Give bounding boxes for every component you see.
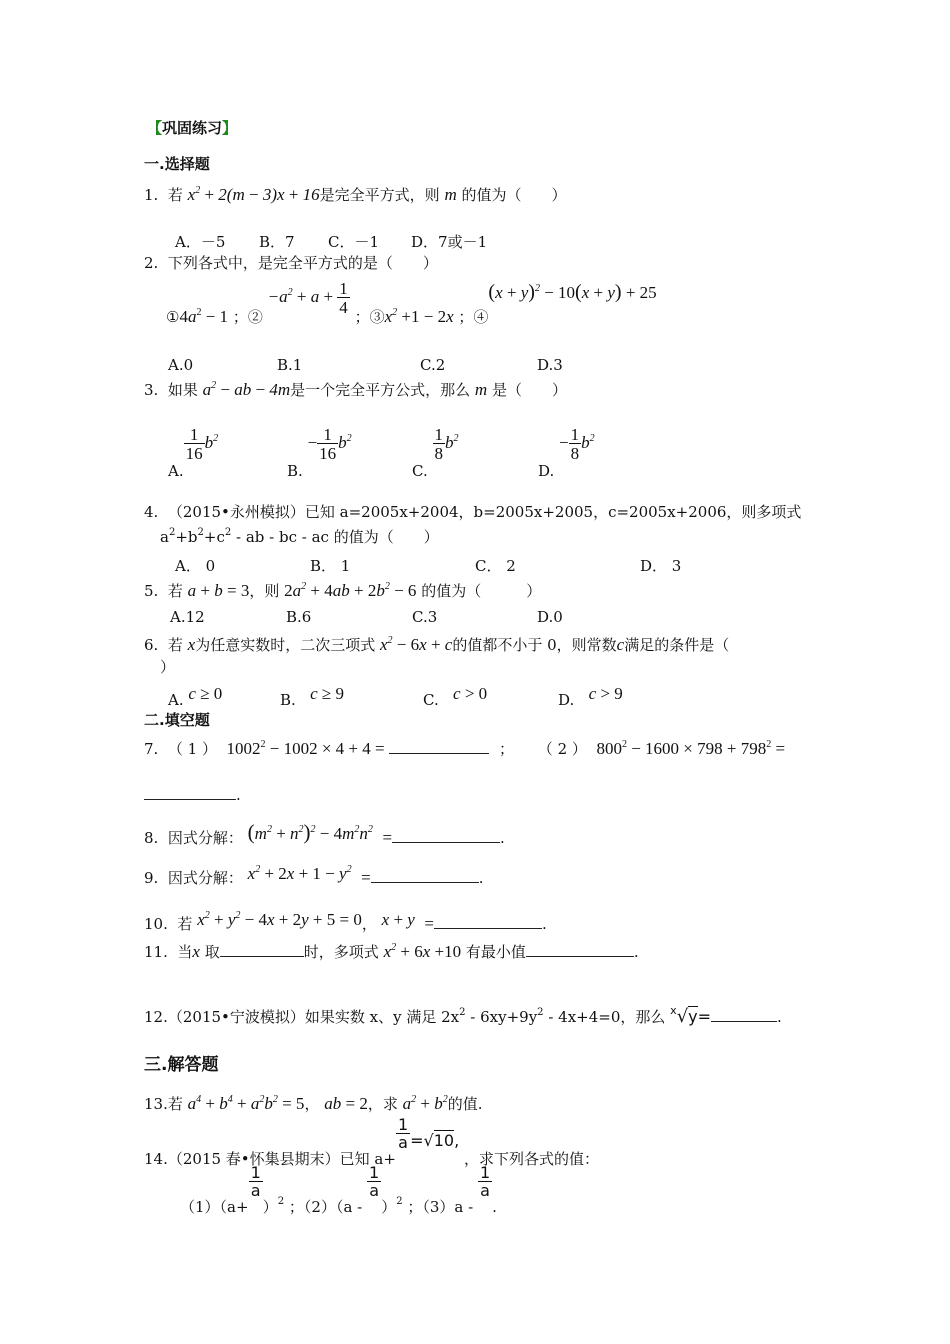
q4-line2: $a^2+b^2+c^2$ - ab - bc - ac 的值为（ ）: [160, 527, 439, 546]
q1-option-d: D．7或－1: [411, 233, 488, 251]
q12-blank[interactable]: [711, 1021, 777, 1022]
q1-number: 1.: [144, 186, 159, 204]
q3-expression: $a^2$ − ab − 4m: [202, 380, 291, 399]
q5-option-d: D.0: [537, 608, 563, 626]
q7-line2: .: [144, 788, 241, 803]
q8-blank[interactable]: [392, 842, 500, 843]
question-10: 10. 若 $x^2 + y^2 - 4x + 2y + 5 = 0$， x + y = .: [144, 910, 547, 933]
q2-option-d: D.3: [537, 356, 563, 374]
q3-option-b: B. − $\frac{1}{16}$ $b^2$: [287, 425, 352, 480]
question-13: 13.若 $a^4 + b^4 + a^2b^2 = 5$， ab = 2，求 $a^2 + b^2$的值.: [144, 1094, 483, 1113]
q2-text: 下列各式中，是完全平方式的是（ ）: [167, 254, 438, 272]
q1-post: 的值为（ ）: [461, 186, 567, 204]
q2-number: 2.: [144, 254, 159, 272]
q6-close: ）: [160, 658, 176, 676]
q3-number: 3.: [144, 381, 159, 399]
q4-option-b: B． 1: [310, 557, 351, 575]
q4-number: 4.: [144, 503, 159, 521]
question-2: [144, 256, 438, 271]
q1-expression: $x^2 + 2(m - 3)x + 16$: [187, 185, 320, 204]
q5-option-b: B.6: [286, 608, 312, 626]
q14-subquestions: （1）（a+ $\frac{1}{a}$ ）$^2$ ；（2）（a - $\frac{1}{a}$ ）$^2$ ；（3）a - $\frac{1}{a}$ .: [180, 1163, 497, 1216]
q3-pre: 如果: [167, 381, 198, 399]
question-12: 12.（2015•宁波模拟）如果实数 x、y 满足 $2x^2 - 6xy+9y^2 - 4x+4=0$，那么 $^x$√y= .: [144, 1004, 782, 1027]
q6-option-d: D. c > 9: [558, 684, 623, 709]
q12-root-expression: $^x$√y=: [670, 1004, 712, 1027]
section-title-fill: 二.填空题: [144, 711, 210, 729]
q2-option-a: A.0: [168, 356, 194, 374]
q3-post: 是（ ）: [491, 381, 567, 399]
q4-option-c: C． 2: [475, 557, 516, 575]
q4-option-d: D． 3: [640, 557, 682, 575]
q2-option-b: B.1: [277, 356, 303, 374]
section-title-choice: 一.选择题: [144, 155, 210, 173]
q3-option-a: A. $\frac{1}{16}$ $b^2$: [168, 425, 219, 480]
q1-option-c: C．－1: [328, 233, 380, 251]
section-header-consolidation: [147, 121, 237, 136]
q1-mid: 是完全平方式，则: [319, 186, 440, 204]
q6-option-b: B. c ≥ 9: [280, 684, 344, 709]
q2-expressions: $①4a^2 - 1$ ；② $-a^2 + a$ + $\frac{1}{4}$ ；$③x^2 +1 - 2x$ ；④(x + y)$^2$ − 10(x + y) + 25: [166, 279, 657, 326]
q5-option-a: A.12: [170, 608, 205, 626]
q3-option-d: D. − $\frac{1}{8}$ $b^2$: [538, 425, 595, 480]
question-7: 7. （ 1 ） $1002^2 - 1002 \times 4 + 4$ = ； （ 2 ） $800^2 - 1600 \times 798 + 798^2$ =: [144, 739, 786, 758]
question-4: [144, 505, 801, 520]
q5-option-c: C.3: [412, 608, 438, 626]
q4-option-a: A． 0: [175, 557, 216, 575]
q1-pre: 若: [167, 186, 183, 204]
q7-blank-2[interactable]: [144, 799, 236, 800]
q3-mid: 是一个完全平方公式，那么: [290, 381, 471, 399]
q2-circle-4: ；④: [458, 307, 489, 326]
question-14: 14.（2015 春•怀集县期末）已知 a+ $\frac{1}{a}$ =√10, ，求下列各式的值：: [144, 1115, 599, 1168]
question-8: 8. 因式分解： $(m^2 + n^2)^2 - 4m^2n^2$ = .: [144, 820, 505, 847]
q1-option-b: B．7: [259, 233, 295, 251]
q11-blank-1[interactable]: [220, 956, 304, 957]
question-3: 3. 如果 $a^2$ − ab − 4m是一个完全平方公式，那么 m 是（ ）: [144, 380, 567, 399]
q5-number: 5.: [144, 582, 159, 600]
question-6: 6. 若 x为任意实数时，二次三项式 $x^2 - 6x + c$的值都不小于 0，则常数c满足的条件是（: [144, 635, 730, 654]
q2-option-c: C.2: [420, 356, 446, 374]
question-1: 1. 若 $x^2 + 2(m - 3)x + 16$是完全平方式，则 m 的值为（ ）: [144, 185, 567, 204]
q3-option-c: C. $\frac{1}{8}$ $b^2$: [412, 425, 459, 480]
q10-blank[interactable]: [434, 928, 542, 929]
section-title-answer: 三.解答题: [144, 1055, 219, 1075]
question-5: 5. 若 a + b = 3，则 $2a^2 + 4ab + 2b^2 - 6$ 的值为（ ）: [144, 581, 542, 600]
q6-option-a: A. c ≥ 0: [168, 684, 223, 709]
q7-blank-1[interactable]: [389, 753, 489, 754]
q11-blank-2[interactable]: [526, 956, 634, 957]
q2-circle-3: ；③: [354, 307, 385, 326]
q2-circle-2: ；②: [232, 307, 263, 326]
q2-circle-1: ①: [166, 307, 180, 326]
q6-option-c: C. c > 0: [423, 684, 488, 709]
header-title: 巩固练习: [162, 119, 223, 137]
q1-option-a: A．－5: [175, 233, 226, 251]
question-11: 11. 当x 取 时，多项式 $x^2 + 6x +10$ 有最小值 .: [144, 942, 639, 961]
bracket-left: 【: [147, 119, 163, 137]
bracket-right: 】: [222, 119, 238, 137]
question-9: 9. 因式分解： $x^2 + 2x + 1 - y^2$ = .: [144, 864, 484, 887]
q9-blank[interactable]: [371, 882, 479, 883]
q4-line1: （2015•永州模拟）已知 a=2005x+2004，b=2005x+2005，c=2005x+2006，则多项式: [167, 503, 802, 521]
